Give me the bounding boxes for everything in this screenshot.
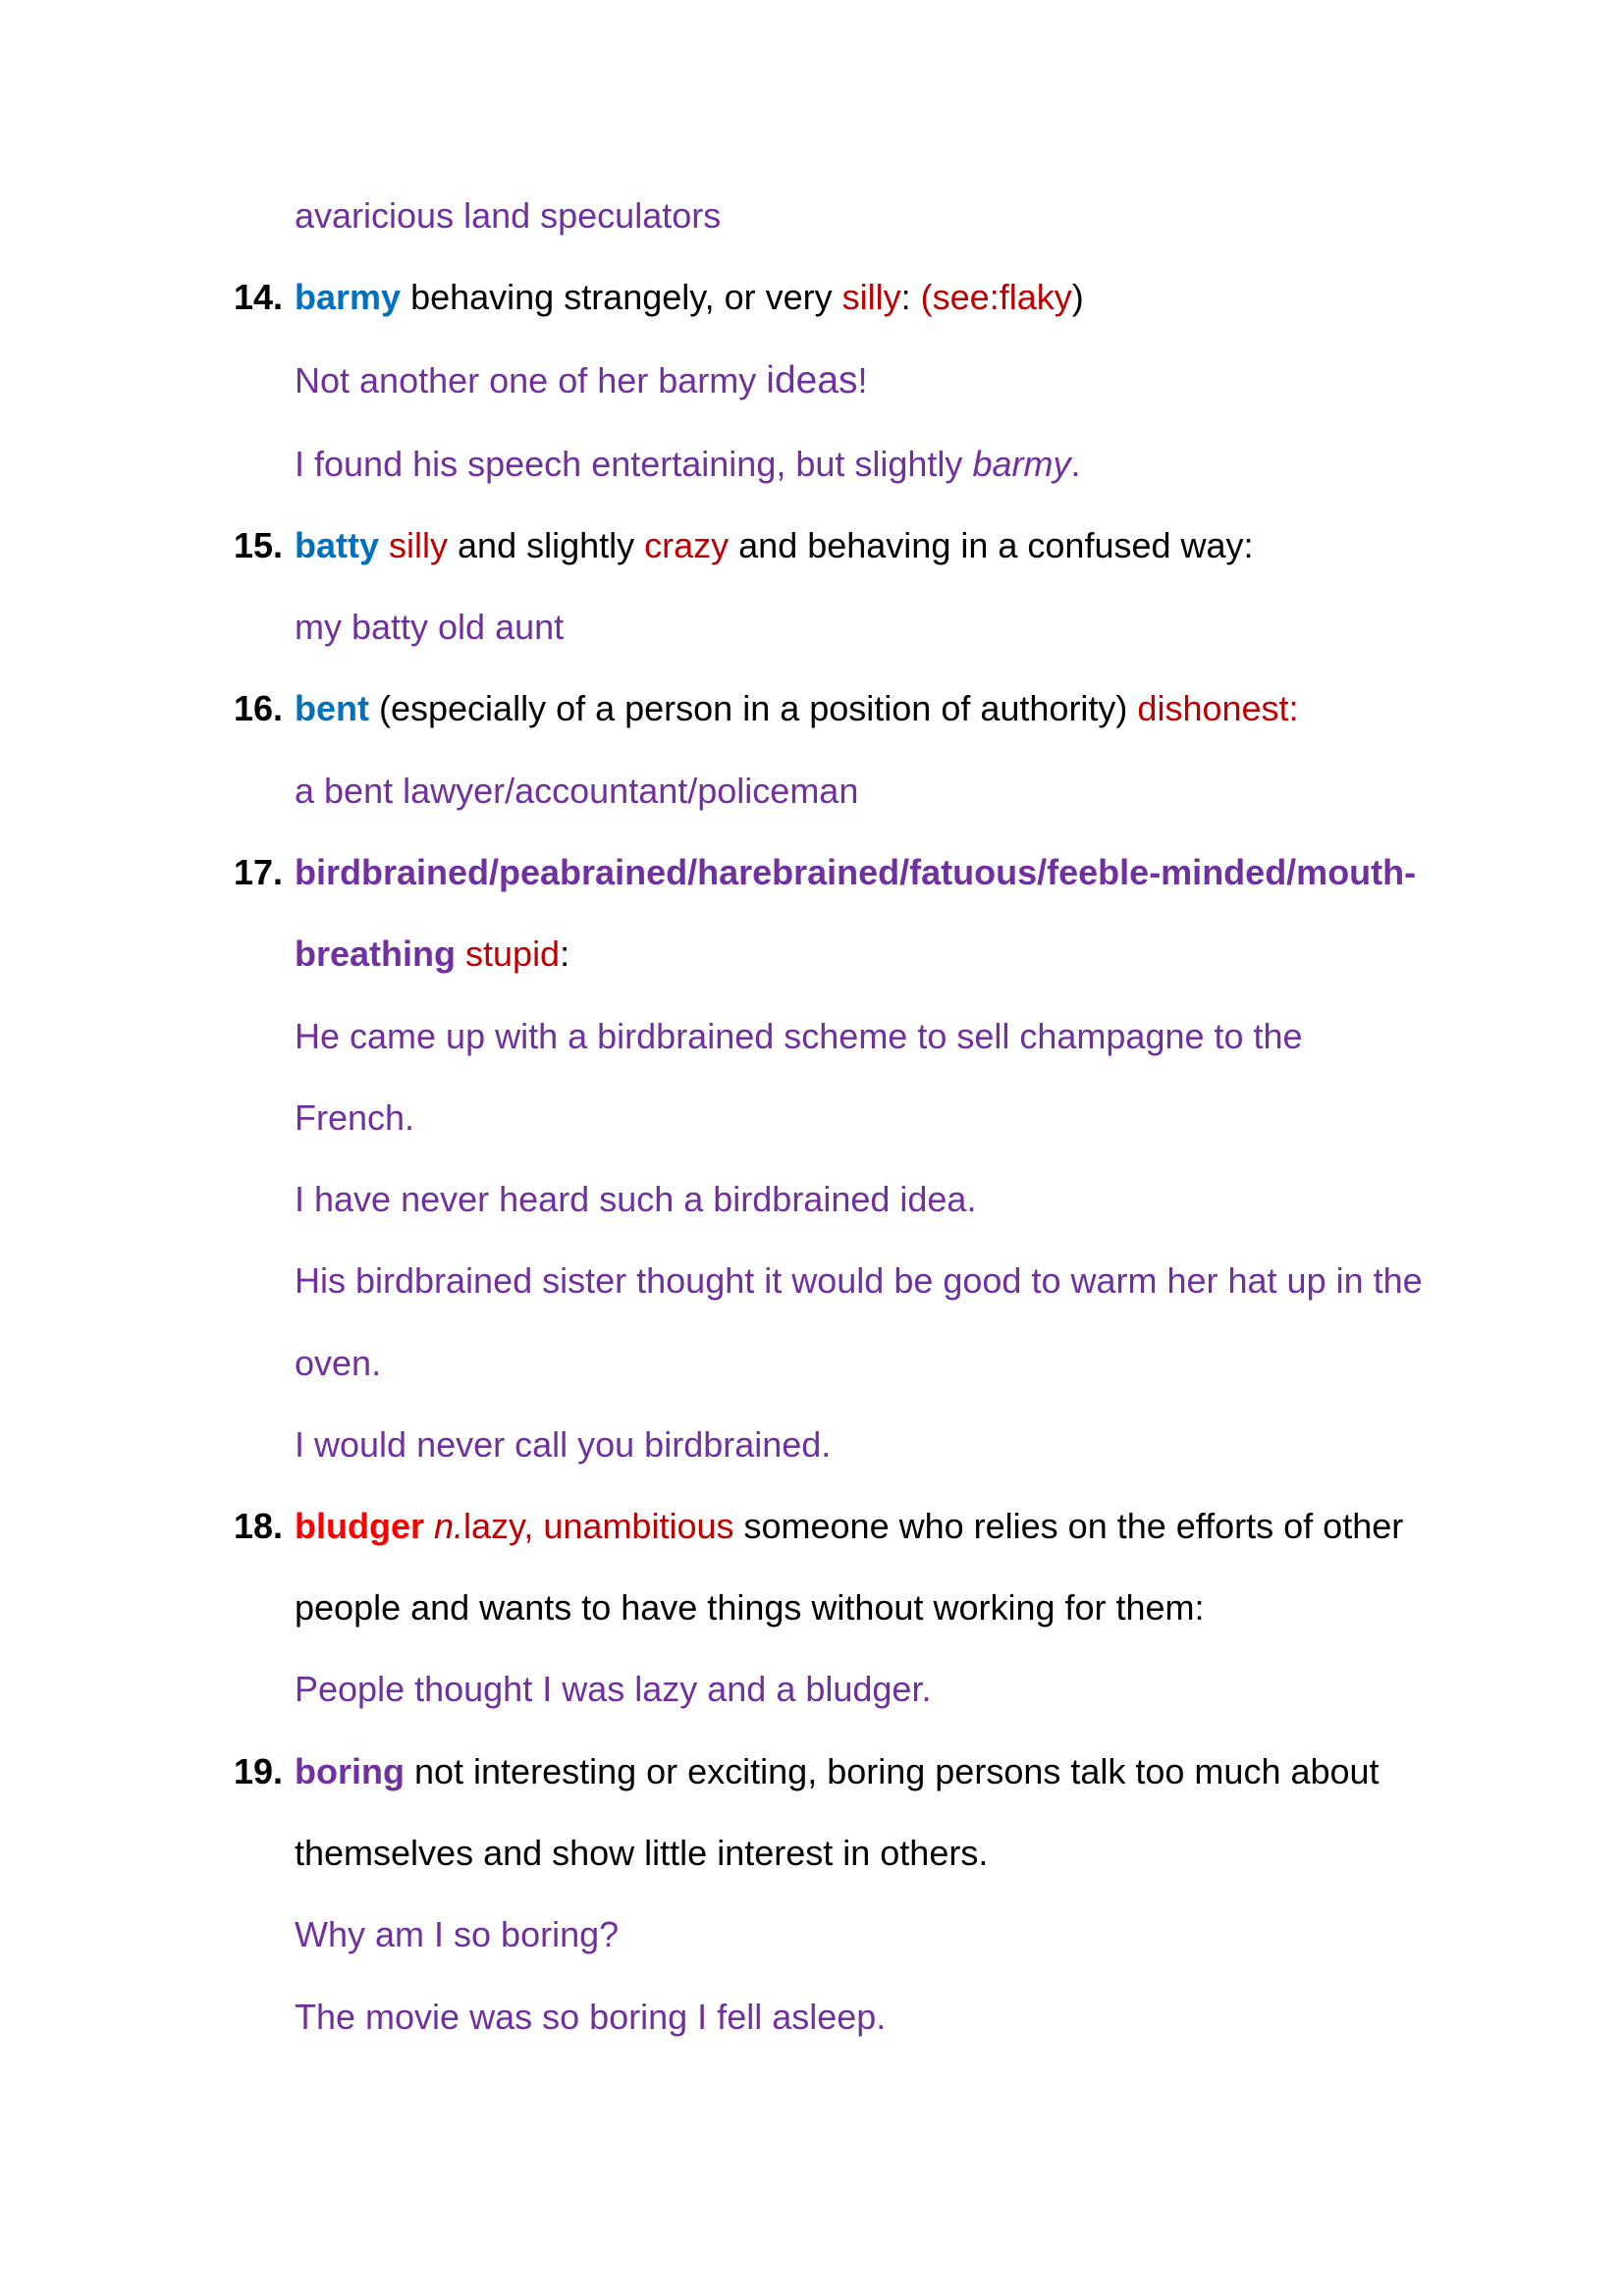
headword: bludger <box>295 1506 424 1546</box>
example-part: I found his speech entertaining, but slightly <box>295 444 973 484</box>
example-text: a bent lawyer/accountant/policeman <box>295 771 859 811</box>
see-also-reference: (see:flaky <box>920 277 1072 317</box>
example-text: I have never heard such a birdbrained idea. <box>295 1179 977 1219</box>
definition-text: and behaving in a confused way: <box>729 525 1254 565</box>
punctuation: : <box>1288 688 1299 728</box>
example-part: ! <box>857 360 868 400</box>
example-text: my batty old aunt <box>295 607 565 647</box>
example-text <box>295 443 1080 486</box>
example-text: His birdbrained sister thought it would be good to warm her hat up in the <box>295 1260 1423 1301</box>
definition-text: behaving strangely, or very <box>401 277 842 317</box>
keyword: dishonest <box>1137 688 1289 728</box>
example-text: French. <box>295 1097 415 1138</box>
entry-number: 14. <box>234 277 284 317</box>
keyword: silly <box>389 525 449 565</box>
definition-text: someone who relies on the efforts of other <box>733 1506 1404 1546</box>
keyword: crazy <box>644 525 730 565</box>
entry-number: 17. <box>234 852 284 892</box>
entry-number: 15. <box>234 525 284 565</box>
punctuation: : <box>560 934 570 974</box>
headword: boring <box>295 1751 405 1791</box>
keyword: silly <box>841 277 901 317</box>
example-part: Not another one of her barmy <box>295 360 767 400</box>
definition-text: (especially of a person in a position of authority) <box>369 688 1138 728</box>
example-text: The movie was so boring I fell asleep. <box>295 1997 887 2037</box>
headword: breathing <box>295 934 457 974</box>
entry-number: 18. <box>234 1506 284 1546</box>
example-text: oven. <box>295 1343 382 1383</box>
keyword: stupid <box>456 934 561 974</box>
example-part: barmy <box>972 444 1071 484</box>
punctuation: : <box>900 277 911 317</box>
entry-number: 19. <box>234 1751 284 1791</box>
definition-text: people and wants to have things without working for them: <box>295 1587 1205 1628</box>
entry-definition-line <box>295 687 1299 730</box>
part-of-speech: n. <box>424 1506 464 1546</box>
example-part: . <box>1070 444 1081 484</box>
headword: barmy <box>295 277 402 317</box>
example-text: avaricious land speculators <box>295 195 722 236</box>
entry-number: 16. <box>234 688 284 728</box>
entry-definition-line <box>295 1505 1403 1548</box>
definition-text: not interesting or exciting, boring persons talk too much about <box>404 1751 1380 1791</box>
entry-definition-line <box>295 524 1254 567</box>
headword: birdbrained/peabrained/harebrained/fatuous/feeble-minded/mouth- <box>295 852 1417 892</box>
headword: bent <box>295 688 369 728</box>
entry-definition-line <box>295 1750 1380 1793</box>
punctuation: ) <box>1071 277 1084 317</box>
definition-text: and slightly <box>448 525 645 565</box>
keyword: lazy, unambitious <box>463 1506 734 1546</box>
example-text <box>295 359 868 402</box>
entry-definition-line <box>295 933 569 976</box>
headword: batty <box>295 525 380 565</box>
example-text: I would never call you birdbrained. <box>295 1424 832 1465</box>
example-text: People thought I was lazy and a bludger. <box>295 1669 932 1709</box>
entry-definition-line <box>295 276 1084 319</box>
example-text: Why am I so boring? <box>295 1914 620 1954</box>
example-text: He came up with a birdbrained scheme to sell champagne to the <box>295 1016 1303 1056</box>
definition-text: themselves and show little interest in others. <box>295 1833 989 1873</box>
example-part: ideas <box>766 359 858 401</box>
